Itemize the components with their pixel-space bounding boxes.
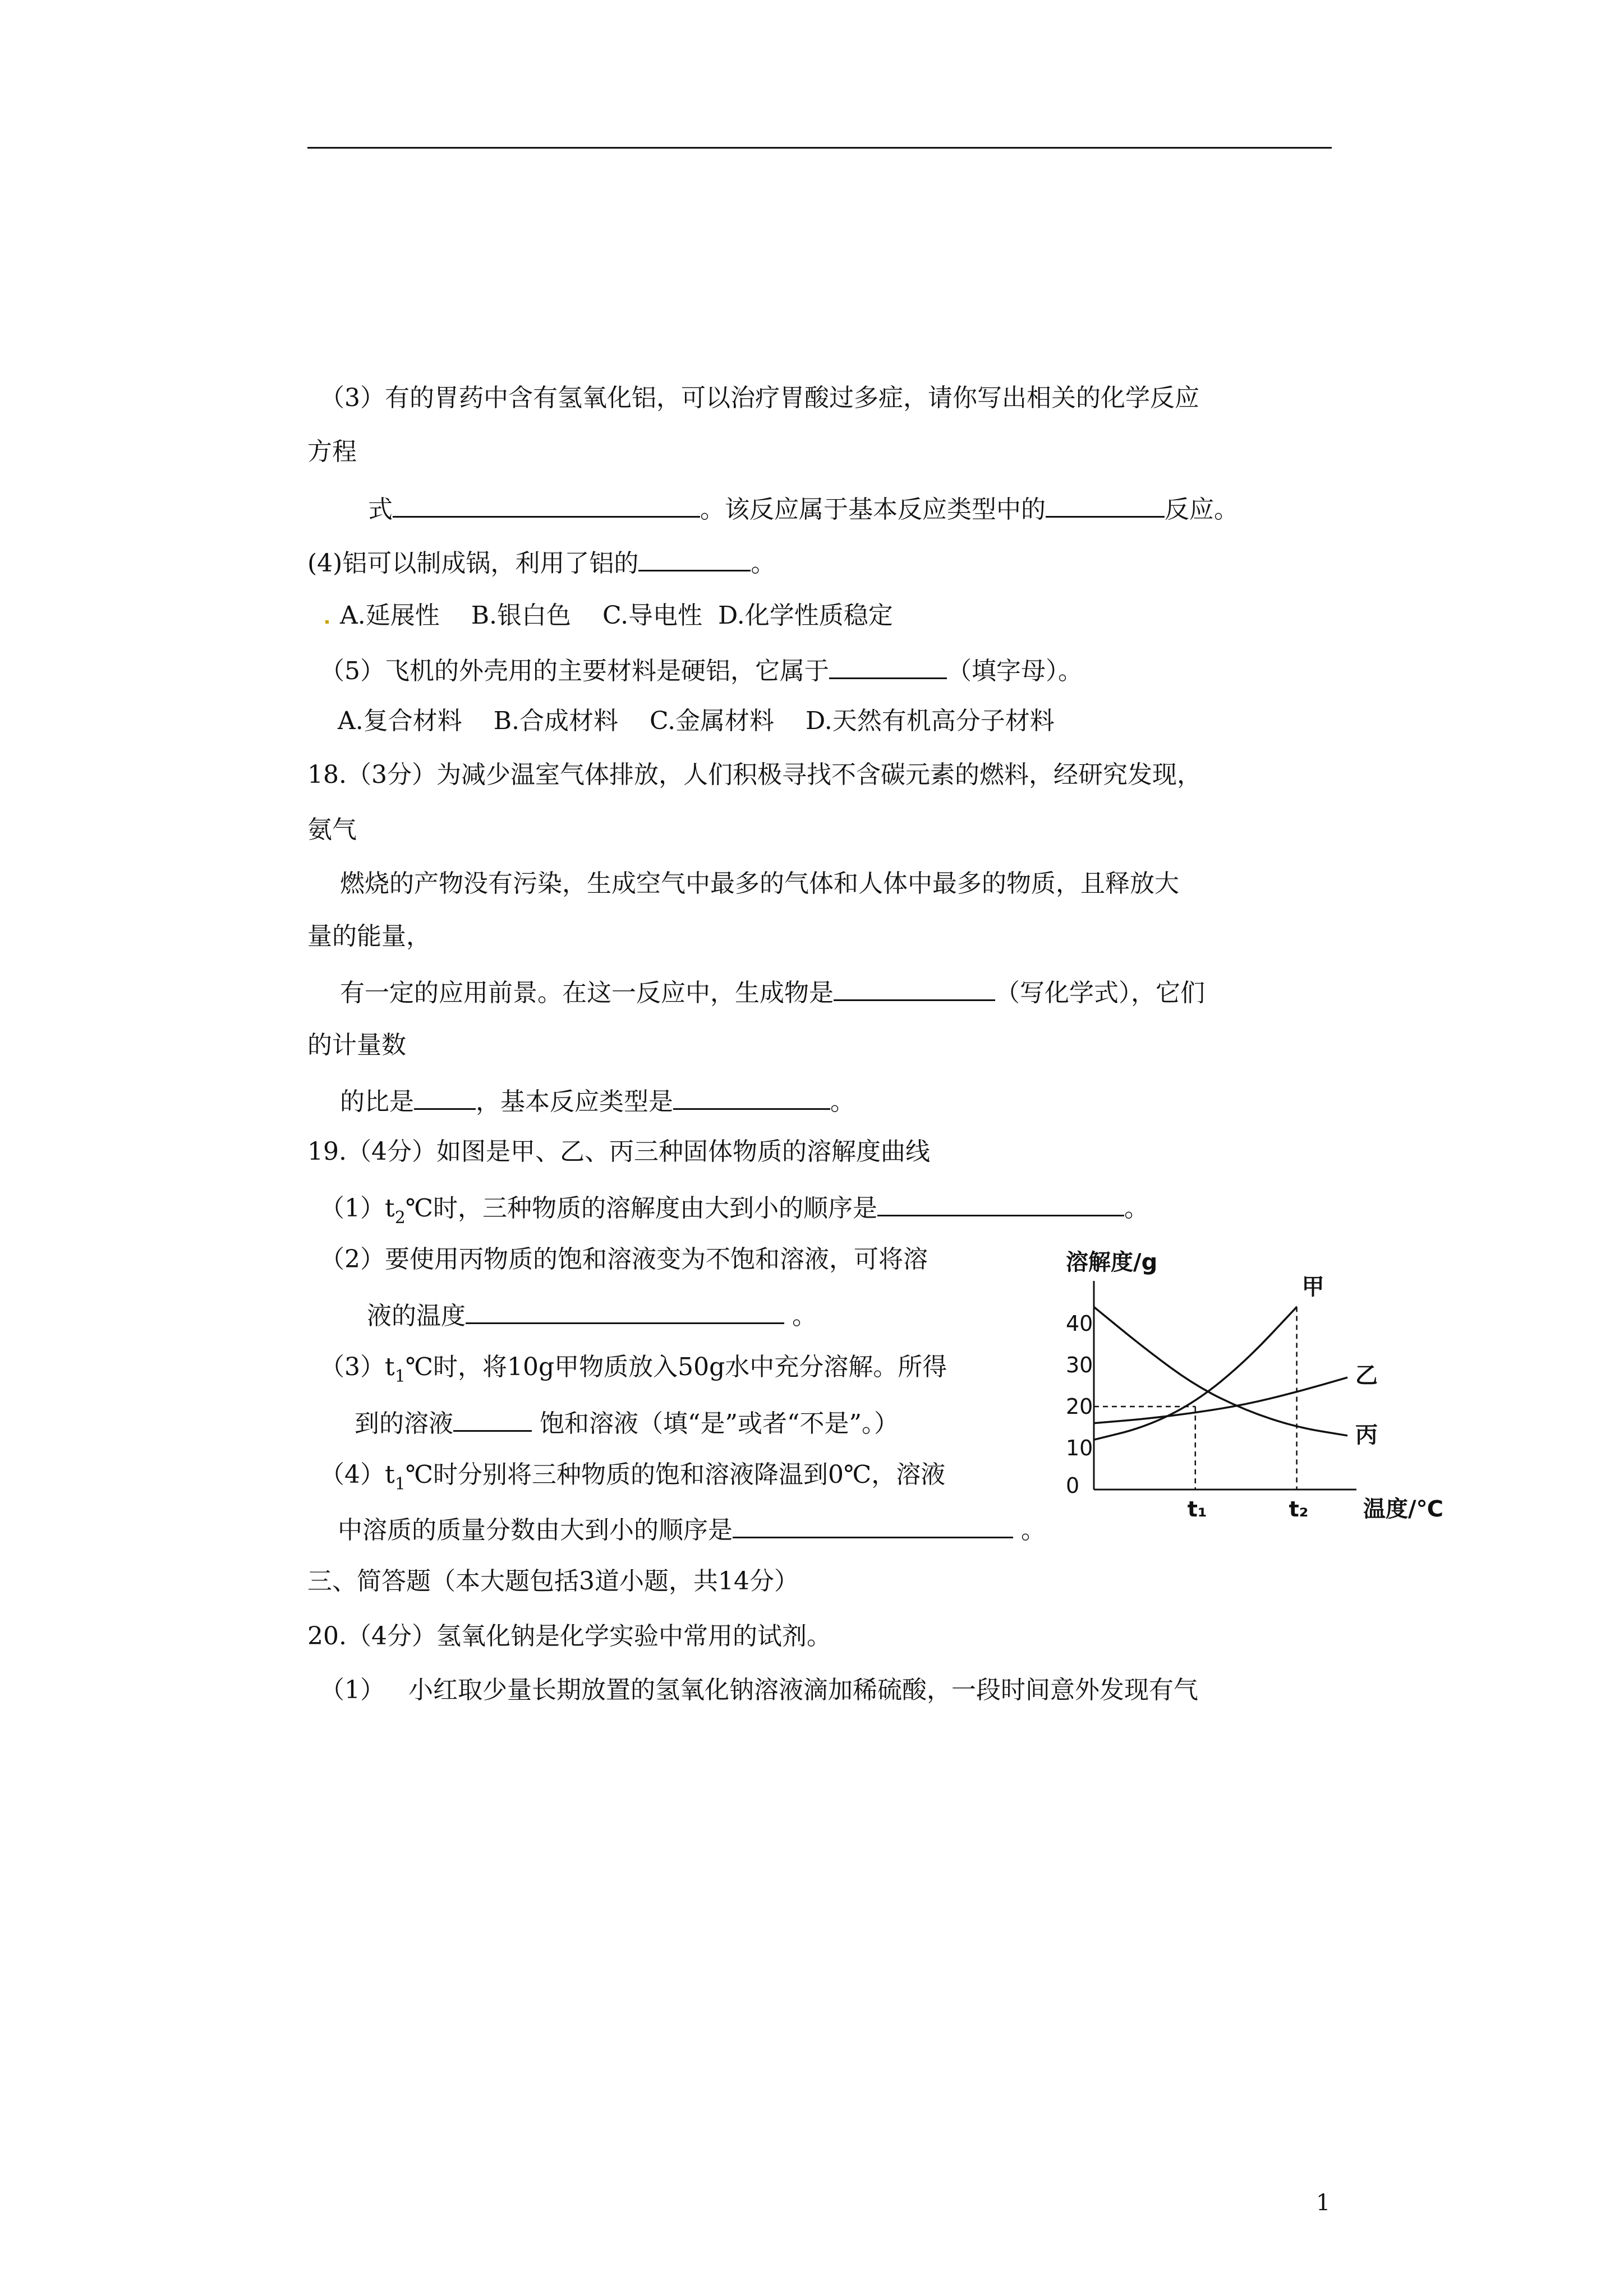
answer-blank-ratio[interactable] (414, 1084, 476, 1110)
q19-2-line2: 液的温度 。 (367, 1298, 817, 1332)
y-tick-label: 0 (1066, 1473, 1080, 1498)
q18-line2: 氨气 (307, 815, 357, 844)
y-tick-label: 40 (1066, 1311, 1093, 1336)
curve-乙 (1094, 1377, 1347, 1423)
q19-4-line1: $(4)t_1℃$时分别将三种物质的饱和溶液降温到0℃，溶液 (320, 1460, 946, 1494)
answer-blank-reaction-type[interactable] (1046, 491, 1165, 518)
answer-blank-property[interactable] (638, 545, 751, 571)
page-number: 1 (1316, 2190, 1331, 2216)
x-tick-label: t₂ (1289, 1497, 1309, 1522)
margin-mark (325, 620, 329, 624)
x-tick-label: t₁ (1187, 1497, 1207, 1522)
q17-5-line: （5）飞机的外壳用的主要材料是硬铝，它属于 （填字母）。 (320, 653, 1083, 687)
answer-blank-basic-type[interactable] (673, 1084, 830, 1110)
answer-blank-equation[interactable] (393, 491, 700, 518)
y-tick-label: 10 (1066, 1436, 1093, 1460)
q19-title: 19.（4分）如图是甲、乙、丙三种固体物质的溶解度曲线 (307, 1137, 930, 1166)
section-3-heading: 三、简答题（本大题包括3道小题，共14分） (307, 1567, 799, 1596)
q17-4-options: A.延展性 B.银白色 C.导电性 D.化学性质稳定 (325, 600, 893, 631)
y-tick-label: 20 (1066, 1394, 1093, 1419)
curve-丙 (1094, 1307, 1347, 1435)
series-label-乙: 乙 (1355, 1363, 1378, 1389)
x-axis-label: 温度/℃ (1363, 1496, 1444, 1522)
q19-2-line1: （2）要使用丙物质的饱和溶液变为不饱和溶液，可将溶 (320, 1245, 928, 1274)
q18-line5: 有一定的应用前景。在这一反应中，生成物是 （写化学式），它们 (340, 975, 1205, 1009)
answer-blank-saturated[interactable] (453, 1405, 532, 1432)
q18-line1: 18.（3分）为减少温室气体排放，人们积极寻找不含碳元素的燃料，经研究发现， (307, 760, 1202, 789)
q19-3-line2: 到的溶液 饱和溶液（填“是”或者“不是”。） (355, 1405, 899, 1440)
q20-1-line: （1） 小红取少量长期放置的氢氧化钠溶液滴加稀硫酸，一段时间意外发现有气 (320, 1676, 1198, 1704)
solubility-chart (1053, 1244, 1457, 1536)
q17-5-options: A.复合材料 B.合成材料 C.金属材料 D.天然有机高分子材料 (338, 707, 1055, 735)
q17-4-line: (4)铝可以制成锅，利用了铝的 。 (307, 545, 775, 579)
q19-3-line1: $(3)t_1℃$时，将10g甲物质放入50g水中充分溶解。所得 (320, 1353, 947, 1386)
answer-blank-products[interactable] (834, 975, 995, 1001)
header-rule (307, 147, 1332, 149)
series-label-甲: 甲 (1301, 1274, 1324, 1301)
answer-blank-material[interactable] (829, 653, 947, 679)
q18-line7: 的比是 ，基本反应类型是 。 (340, 1084, 855, 1118)
answer-blank-temperature[interactable] (466, 1298, 784, 1324)
q18-line3: 燃烧的产物没有污染，生成空气中最多的气体和人体中最多的物质，且释放大 (340, 869, 1179, 898)
answer-blank-order-t2[interactable] (877, 1190, 1124, 1216)
q20-title: 20.（4分）氢氧化钠是化学实验中常用的试剂。 (307, 1622, 831, 1650)
q18-line4: 量的能量， (307, 922, 431, 951)
answer-blank-mass-fraction[interactable] (733, 1512, 1013, 1538)
series-label-丙: 丙 (1355, 1422, 1378, 1448)
q19-1-line: $(1)t_2℃$时，三种物质的溶解度由大到小的顺序是 。 (320, 1190, 1149, 1227)
q17-3-line3: 式 。该反应属于基本反应类型中的 反应。 (368, 491, 1239, 525)
q17-3-line1: （3）有的胃药中含有氢氧化铝，可以治疗胃酸过多症，请你写出相关的化学反应 (320, 384, 1199, 412)
q18-line6: 的计量数 (307, 1031, 406, 1059)
q17-3-line2: 方程 (307, 437, 357, 466)
q19-4-line2: 中溶质的质量分数由大到小的顺序是 。 (338, 1512, 1046, 1546)
y-axis-label: 溶解度/g (1066, 1250, 1158, 1275)
y-tick-label: 30 (1066, 1353, 1093, 1377)
